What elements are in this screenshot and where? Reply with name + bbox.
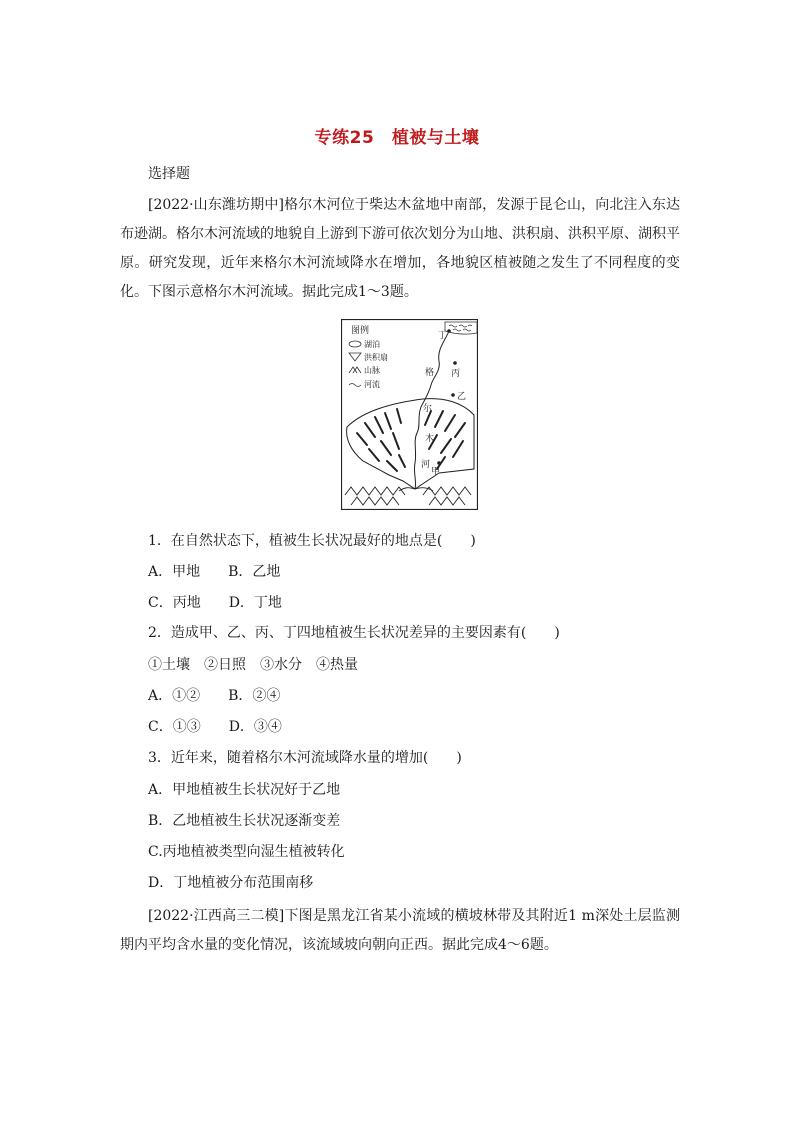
- legend-lake-label: 湖泊: [364, 340, 380, 349]
- page-title: 专练25 植被与土壤: [314, 128, 480, 148]
- point-jia-label: 甲: [431, 467, 441, 477]
- point-jia-dot: [437, 461, 441, 465]
- question-2-stem: 2．造成甲、乙、丙、丁四地植被生长状况差异的主要因素有( ): [148, 625, 560, 641]
- question-1-options-cd: C．丙地 D．丁地: [148, 595, 282, 611]
- intro-paragraph-1: [2022·山东潍坊期中]格尔木河位于柴达木盆地中南部，发源于昆仑山，向北注入东达布逊湖。格尔木河流域的地貌自上游到下游可依次划分为山地、洪积扇、洪积平原、湖积平原。研究发现，近年来格尔木河流域降水在增加，各地貌区植被随之发生了不同程度的变化。下图示意格尔木河流域。据此完成1～3题。: [120, 197, 680, 300]
- river-char-1: 格: [425, 368, 435, 378]
- question-1-stem: 1．在自然状态下，植被生长状况最好的地点是( ): [148, 533, 476, 549]
- question-2-options-cd: C．①③ D．③④: [148, 719, 282, 735]
- legend-river-label: 河流: [364, 380, 380, 389]
- point-bing-dot: [453, 361, 457, 365]
- section-label: 选择题: [148, 166, 190, 182]
- geermu-river-map: [341, 319, 478, 510]
- river-char-3: 木: [425, 434, 435, 444]
- map-svg: [341, 319, 478, 510]
- legend-mountain-label: 山脉: [364, 366, 380, 375]
- question-3-stem: 3．近年来，随着格尔木河流域降水量的增加( ): [148, 750, 462, 766]
- question-1-options-ab: A．甲地 B．乙地: [148, 564, 281, 580]
- river-char-4: 河: [421, 460, 431, 470]
- legend-fan-label: 洪积扇: [364, 353, 388, 362]
- question-2-factors: ①土壤 ②日照 ③水分 ④热量: [148, 657, 358, 673]
- legend-title: 图例: [351, 326, 370, 336]
- question-3-option-d: D．丁地植被分布范围南移: [148, 875, 314, 891]
- question-2-options-ab: A．①② B．②④: [148, 688, 281, 704]
- point-bing-label: 丙: [451, 369, 461, 379]
- question-3-option-c: C.丙地植被类型向湿生植被转化: [148, 844, 345, 860]
- point-yi-dot: [451, 393, 455, 397]
- river-char-2: 尔: [423, 404, 433, 414]
- question-3-option-b: B．乙地植被生长状况逐渐变差: [148, 813, 341, 829]
- question-3-option-a: A．甲地植被生长状况好于乙地: [148, 782, 341, 798]
- point-yi-label: 乙: [457, 392, 467, 402]
- point-ding-label: 丁: [438, 331, 448, 341]
- intro-paragraph-2: [2022·江西高三二模]下图是黑龙江省某小流域的横坡林带及其附近1 m深处土层监测期内平均含水量的变化情况，该流域坡向朝向正西。据此完成4～6题。: [120, 908, 680, 953]
- point-ding-dot: [447, 329, 451, 333]
